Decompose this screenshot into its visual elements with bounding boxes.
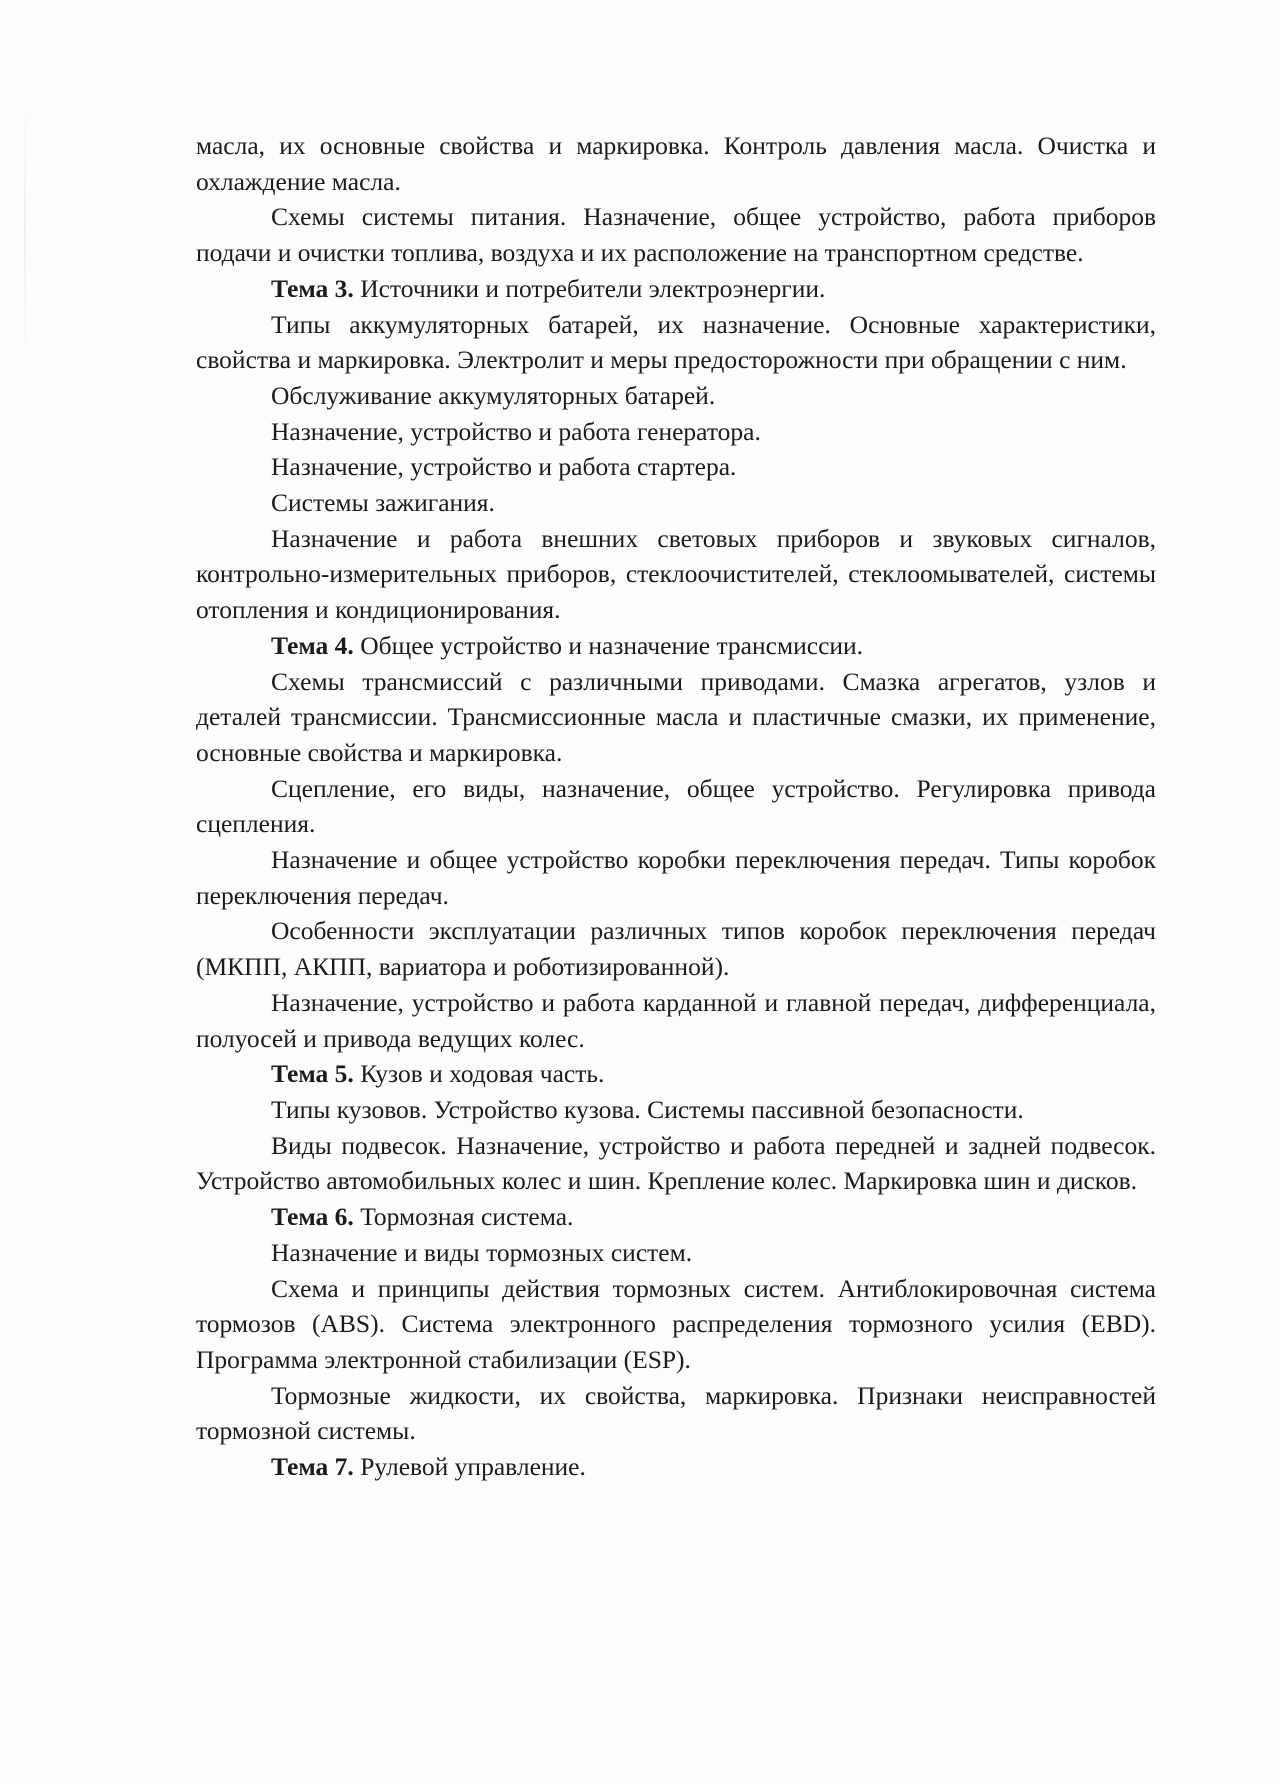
paragraph <box>196 1271 1156 1378</box>
paragraph <box>196 1378 1156 1449</box>
document-body <box>196 128 1156 1485</box>
paragraph <box>196 664 1156 771</box>
paragraph <box>196 771 1156 842</box>
paragraph-text: Назначение, устройство и работа генератора. <box>271 416 761 446</box>
topic-heading-7 <box>196 1449 1156 1485</box>
paragraph-text: Тормозные жидкости, их свойства, маркировка. Признаки неисправностей тормозной системы. <box>196 1380 1156 1446</box>
paragraph-text: Назначение, устройство и работа стартера. <box>271 452 737 482</box>
paragraph-text: Типы аккумуляторных батарей, их назначение. Основные характеристики, свойства и маркировка. Электролит и меры предосторожности при обращении с ним. <box>196 309 1156 375</box>
paragraph-text: Назначение и виды тормозных систем. <box>271 1237 693 1267</box>
paragraph-text: Назначение и общее устройство коробки переключения передач. Типы коробок переключения передач. <box>196 845 1156 910</box>
topic-title: Источники и потребители электроэнергии. <box>353 273 826 303</box>
paragraph-text: Назначение и работа внешних световых приборов и звуковых сигналов, контрольно-измерительных приборов, стеклоочистителей, стеклоомывателей, системы отопления и кондиционирования. <box>196 523 1156 625</box>
paragraph <box>196 1235 1156 1271</box>
topic-heading-3 <box>196 271 1156 307</box>
topic-label: Тема 4. <box>271 630 354 660</box>
paragraph-text: Особенности эксплуатации различных типов коробок переключения передач (МКПП, АКПП, вариатора и роботизированной). <box>196 916 1156 982</box>
paragraph-text: Сцепление, его виды, назначение, общее устройство. Регулировка привода сцепления. <box>196 773 1156 839</box>
topic-heading-6 <box>196 1199 1156 1235</box>
paragraph <box>196 414 1156 450</box>
paragraph <box>196 485 1156 521</box>
topic-title: Общее устройство и назначение трансмиссии. <box>353 630 864 660</box>
paragraph-text: Схема и принципы действия тормозных систем. Антиблокировочная система тормозов (ABS). Система электронного распределения тормозного усилия (EBD). Программа электронной стабилизации (ESP). <box>196 1273 1156 1374</box>
paragraph-text: Обслуживание аккумуляторных батарей. <box>271 380 716 410</box>
paragraph <box>196 378 1156 414</box>
paragraph-continuation <box>196 128 1156 199</box>
paragraph <box>196 842 1156 913</box>
paragraph <box>196 307 1156 378</box>
paragraph-text: Системы зажигания. <box>271 488 495 518</box>
paragraph <box>196 1128 1156 1199</box>
paragraph <box>196 1092 1156 1128</box>
paragraph-text: Типы кузовов. Устройство кузова. Системы пассивной безопасности. <box>271 1094 1024 1124</box>
paragraph-text: Виды подвесок. Назначение, устройство и работа передней и задней подвесок. Устройство автомобильных колес и шин. Крепление колес. Маркировка шин и дисков. <box>196 1130 1156 1196</box>
paragraph <box>196 199 1156 270</box>
topic-label: Тема 3. <box>271 273 354 303</box>
scan-edge-mark <box>24 100 26 360</box>
topic-label: Тема 5. <box>271 1059 354 1089</box>
topic-label: Тема 6. <box>271 1202 354 1232</box>
topic-title: Рулевой управление. <box>353 1452 586 1482</box>
topic-heading-4 <box>196 628 1156 664</box>
paragraph <box>196 449 1156 485</box>
paragraph <box>196 521 1156 628</box>
topic-label: Тема 7. <box>271 1452 354 1482</box>
paragraph-text: Схемы трансмиссий с различными приводами. Смазка агрегатов, узлов и деталей трансмиссии. Трансмиссионные масла и пластичные смазки, их применение, основные свойства и маркировка. <box>196 666 1156 767</box>
paragraph-text: Схемы системы питания. Назначение, общее устройство, работа приборов подачи и очистки топлива, воздуха и их расположение на транспортном средстве. <box>196 202 1156 268</box>
topic-title: Тормозная система. <box>353 1202 574 1232</box>
paragraph <box>196 985 1156 1056</box>
paragraph-text: масла, их основные свойства и маркировка. Контроль давления масла. Очистка и охлаждение масла. <box>196 131 1156 196</box>
topic-title: Кузов и ходовая часть. <box>353 1059 605 1089</box>
paragraph-text: Назначение, устройство и работа карданной и главной передач, дифференциала, полуосей и привода ведущих колес. <box>196 987 1156 1053</box>
topic-heading-5 <box>196 1056 1156 1092</box>
paragraph <box>196 913 1156 984</box>
